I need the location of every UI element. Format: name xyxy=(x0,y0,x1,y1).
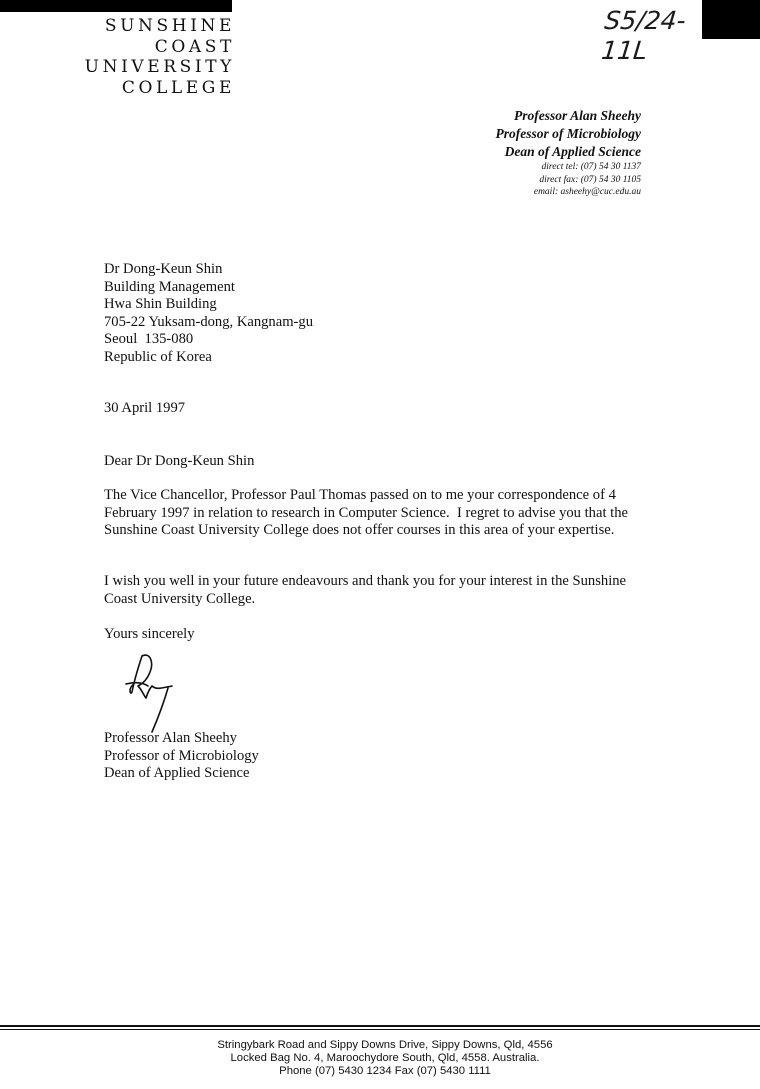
handwritten-signature xyxy=(120,648,180,738)
footer-rule xyxy=(0,1029,760,1030)
handwritten-reference-number: S5/24-11L xyxy=(599,6,688,65)
logo-line: SUNSHINE xyxy=(104,16,235,36)
recipient-address xyxy=(104,261,664,366)
logo-line: COLLEGE xyxy=(121,77,235,98)
college-logo xyxy=(70,16,235,98)
sender-title: Professor of Microbiology xyxy=(495,126,641,141)
letter-date: 30 April 1997 xyxy=(104,400,186,416)
address-line: Seoul 135-080 xyxy=(104,331,194,347)
address-line: Building Management xyxy=(104,278,235,295)
footer-line: Stringybark Road and Sippy Downs Drive, Sippy Downs, Qld, 4556 xyxy=(217,1039,553,1051)
footer-rule xyxy=(0,1025,760,1027)
sender-fax: direct fax: (07) 54 30 1105 xyxy=(539,174,641,185)
sender-tel: direct tel: (07) 54 30 1137 xyxy=(541,162,641,172)
signatory-name: Professor Alan Sheehy xyxy=(104,730,237,746)
footer-address xyxy=(150,1039,620,1079)
body-paragraph: The Vice Chancellor, Professor Paul Thomas passed on to me your correspondence of 4 February 1997 in relation to research in Computer Science. I regret to advise you that the Sunshine Coast University College does not offer courses in this area of your expertise. xyxy=(104,487,632,538)
sender-block xyxy=(496,107,642,199)
signatory-title: Dean of Applied Science xyxy=(104,765,250,781)
address-line: Dr Dong-Keun Shin xyxy=(104,261,223,277)
corner-black-block xyxy=(702,0,760,39)
sender-title: Dean of Applied Science xyxy=(504,144,641,159)
body-paragraph: I wish you well in your future endeavours and thank you for your interest in the Sunshine Coast University College. xyxy=(104,573,627,607)
signatory-title: Professor of Microbiology xyxy=(104,747,259,764)
address-line: 705-22 Yuksam-dong, Kangnam-gu xyxy=(104,313,314,330)
logo-line: UNIVERSITY xyxy=(84,57,235,77)
logo-line: COAST xyxy=(154,36,235,57)
letterhead-top-bar xyxy=(0,0,232,12)
sender-email: email: asheehy@cuc.edu.au xyxy=(533,187,641,197)
closing: Yours sincerely xyxy=(104,626,195,642)
footer-line: Locked Bag No. 4, Maroochydore South, Qld, 4558. Australia. xyxy=(230,1052,540,1065)
address-line: Republic of Korea xyxy=(104,348,212,365)
salutation: Dear Dr Dong-Keun Shin xyxy=(104,453,255,469)
sender-name: Professor Alan Sheehy xyxy=(513,108,641,123)
signatory-block xyxy=(104,730,664,783)
footer-line: Phone (07) 5430 1234 Fax (07) 5430 1111 xyxy=(279,1065,491,1078)
address-line: Hwa Shin Building xyxy=(104,296,217,312)
